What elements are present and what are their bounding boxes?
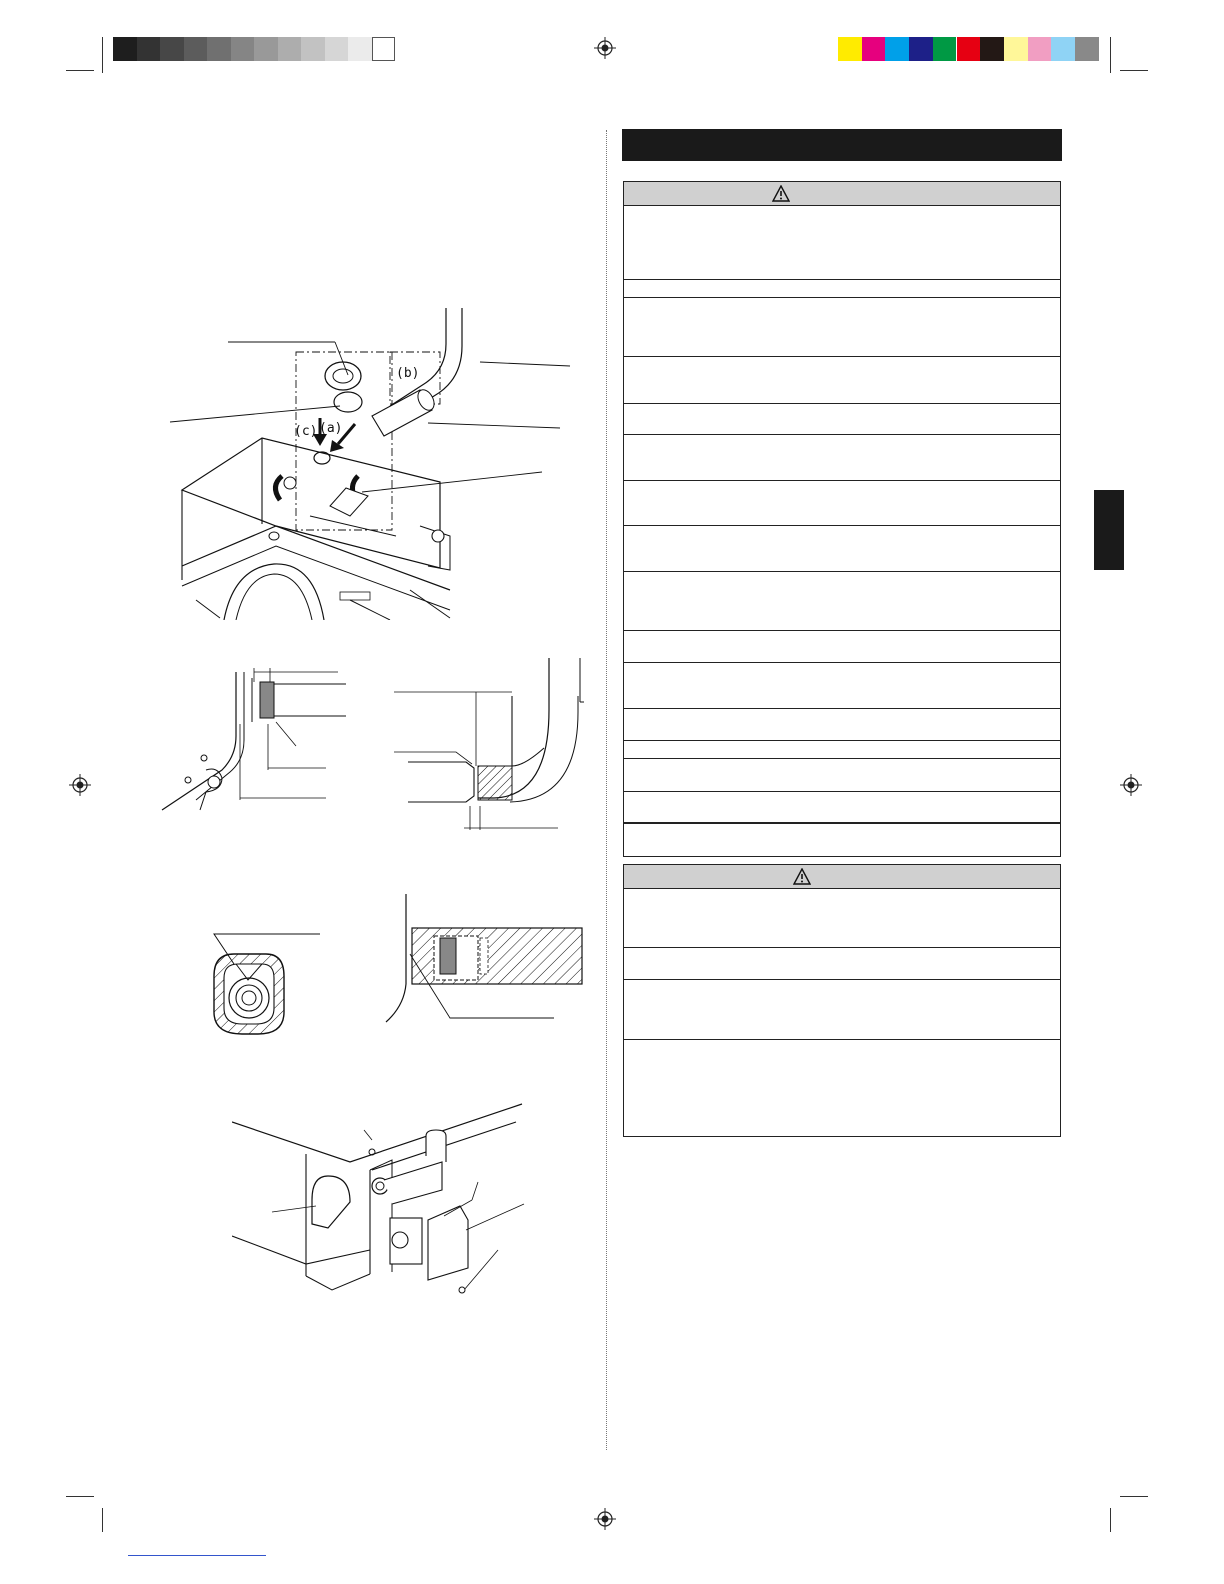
process-swatch (1075, 37, 1099, 61)
gray-swatch (254, 37, 278, 61)
figure-insulation-cross-section (200, 924, 330, 1040)
warning-row (624, 759, 1060, 792)
gray-swatch (325, 37, 349, 61)
gray-swatch (184, 37, 208, 61)
figure-label-c: (c) (294, 424, 318, 439)
crop-mark (66, 70, 94, 71)
process-swatch (885, 37, 909, 61)
registration-mark-left (69, 774, 91, 796)
caution-panel-header (624, 865, 1060, 889)
crop-mark (1120, 70, 1148, 71)
warning-panel-header (624, 182, 1060, 206)
warning-row (624, 792, 1060, 824)
warning-row (624, 631, 1060, 663)
registration-mark-bottom (594, 1508, 616, 1530)
gray-swatch (231, 37, 255, 61)
process-swatch (1004, 37, 1028, 61)
gray-swatch (278, 37, 302, 61)
crop-mark (1120, 1496, 1148, 1497)
caution-row (624, 1040, 1060, 1136)
warning-row (624, 206, 1060, 280)
footer-link-underline (128, 1555, 266, 1556)
process-swatch (862, 37, 886, 61)
gray-swatch (160, 37, 184, 61)
column-divider (606, 130, 607, 1450)
figure-unit-drain-detail (232, 1100, 532, 1300)
warning-row (624, 404, 1060, 435)
warning-row (624, 824, 1060, 854)
registration-mark-right (1120, 774, 1142, 796)
warning-triangle-icon (793, 868, 811, 885)
warning-row (624, 435, 1060, 481)
gray-swatch (301, 37, 325, 61)
language-tab (1094, 490, 1124, 570)
warning-row (624, 357, 1060, 404)
caution-row (624, 980, 1060, 1040)
section-header-bar (622, 129, 1062, 161)
process-swatch (933, 37, 957, 61)
crop-mark (66, 1496, 94, 1497)
gray-swatch (207, 37, 231, 61)
process-swatch (909, 37, 933, 61)
figure-label-a: (a) (319, 421, 343, 436)
warning-row (624, 280, 1060, 298)
process-swatch (957, 37, 981, 61)
warning-row (624, 298, 1060, 357)
figure-drain-port-dimensions-b (394, 656, 584, 836)
warning-triangle-icon (772, 185, 790, 202)
crop-mark (1110, 1508, 1111, 1532)
process-swatch (1051, 37, 1075, 61)
caution-row (624, 889, 1060, 948)
warning-panel (623, 181, 1061, 857)
figure-insulation-section-long (384, 894, 584, 1028)
crop-mark (102, 1508, 103, 1532)
caution-row (624, 948, 1060, 980)
gray-swatch (113, 37, 137, 61)
warning-row (624, 526, 1060, 572)
figure-label-b: (b) (396, 366, 420, 381)
figure-drain-port-dimensions-a (156, 660, 356, 820)
caution-panel (623, 864, 1061, 1137)
warning-row (624, 481, 1060, 526)
warning-row (624, 572, 1060, 631)
warning-row (624, 709, 1060, 741)
registration-mark-top (594, 37, 616, 59)
process-swatch (980, 37, 1004, 61)
crop-mark (102, 37, 103, 73)
process-swatch (1028, 37, 1052, 61)
warning-row (624, 741, 1060, 759)
gray-swatch (348, 37, 372, 61)
gray-swatch (372, 37, 396, 61)
figure-drain-hose-connection (150, 300, 580, 620)
process-swatch (838, 37, 862, 61)
warning-row (624, 663, 1060, 709)
gray-swatch (137, 37, 161, 61)
crop-mark (1110, 37, 1111, 73)
